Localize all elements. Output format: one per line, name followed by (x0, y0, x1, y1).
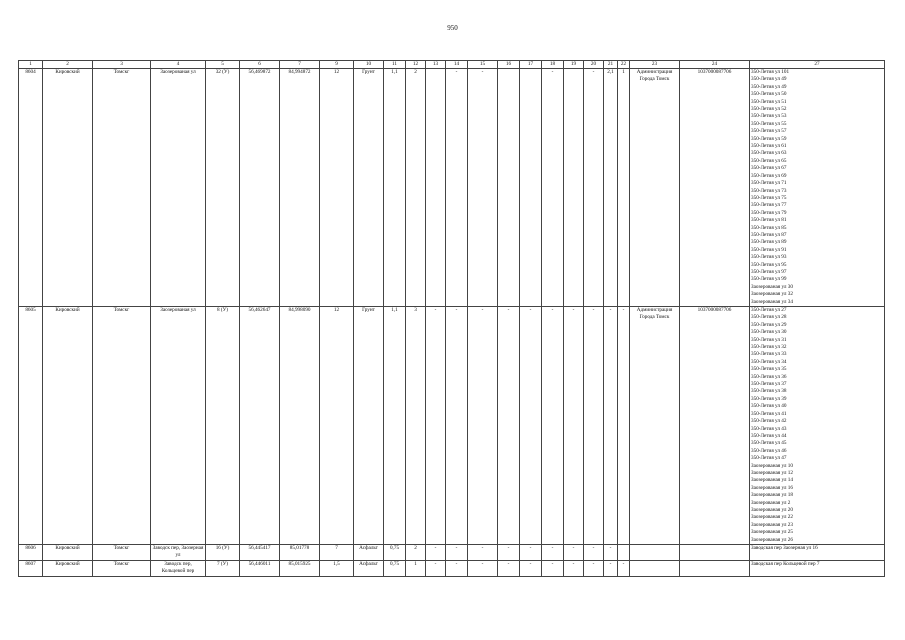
table-cell: 7 (У) (206, 560, 240, 576)
column-number-header: 24 (680, 61, 750, 69)
column-number-header: 3 (93, 61, 151, 69)
address-entry: 350-Летия ул 34 (751, 358, 787, 365)
address-entry: 350-Летия ул 50 (751, 91, 787, 98)
table-cell: Заводск пер, Заозерная ул (151, 545, 206, 561)
table-row (19, 545, 885, 561)
table-cell: 56,445417 (240, 545, 280, 561)
address-entry: 350-Летия ул 97 (751, 268, 787, 275)
address-entry: 350-Летия ул 101 (751, 69, 790, 75)
table-row (19, 69, 885, 307)
table-cell: - (564, 560, 584, 576)
address-entry: 350-Летия ул 46 (751, 447, 787, 454)
table-cell (520, 69, 542, 307)
table-cell: - (542, 545, 564, 561)
address-entry: 350-Летия ул 30 (751, 329, 787, 336)
table-cell: 8604 (19, 69, 43, 307)
table-cell: 7 (320, 545, 354, 561)
table-cell: - (426, 560, 446, 576)
table-cell: Администрация Города Томск (630, 69, 680, 307)
table-cell: 85,015925 (280, 560, 320, 576)
table-cell: Асфальт (354, 560, 384, 576)
address-entry: Заозерованая ул 2 (751, 499, 791, 506)
column-number-header: 14 (446, 61, 468, 69)
address-entry: Заозерованая ул 26 (751, 536, 793, 543)
address-entry: Заводская пер Заозерная ул 16 (751, 545, 818, 551)
address-entry: 350-Летия ул 32 (751, 344, 787, 351)
address-entry: 350-Летия ул 65 (751, 157, 787, 164)
address-entry: 350-Летия ул 40 (751, 403, 787, 410)
table-cell: Грунт (354, 69, 384, 307)
table-cell (630, 545, 680, 561)
column-number-row (19, 61, 885, 69)
address-entry: 350-Летия ул 49 (751, 76, 787, 83)
table-cell: - (618, 307, 630, 545)
column-number-header: 18 (542, 61, 564, 69)
address-entry: 350-Летия ул 59 (751, 135, 787, 142)
table-cell: - (542, 560, 564, 576)
table-cell: - (426, 307, 446, 545)
table-cell: - (542, 69, 564, 307)
address-entry: 350-Летия ул 35 (751, 366, 787, 373)
address-entry: 350-Летия ул 75 (751, 194, 787, 201)
table-cell: - (498, 545, 520, 561)
table-cell: - (468, 307, 498, 545)
column-number-header: 4 (151, 61, 206, 69)
address-entry: 350-Летия ул 28 (751, 314, 787, 321)
address-list-cell (750, 69, 885, 307)
address-entry: Заозерованая ул 14 (751, 477, 793, 484)
address-entry: 350-Летия ул 47 (751, 455, 787, 462)
address-entry: 350-Летия ул 57 (751, 128, 787, 135)
address-entry: Заозерованая ул 12 (751, 469, 793, 476)
table-cell (680, 560, 750, 576)
address-entry: 350-Летия ул 43 (751, 425, 787, 432)
address-entry: 350-Летия ул 87 (751, 231, 787, 238)
table-cell: 85,01778 (280, 545, 320, 561)
table-cell: 1037000087706 (680, 69, 750, 307)
table-cell: 8607 (19, 560, 43, 576)
column-number-header: 22 (618, 61, 630, 69)
address-entry: 350-Летия ул 79 (751, 209, 787, 216)
column-number-header: 13 (426, 61, 446, 69)
table-cell: 1 (406, 560, 426, 576)
table-cell: Заозерованая ул (151, 69, 206, 307)
table-cell: - (584, 545, 604, 561)
address-entry: 350-Летия ул 31 (751, 336, 787, 343)
address-entry: 350-Летия ул 41 (751, 410, 787, 417)
address-entry: Заозерованая ул 18 (751, 492, 793, 499)
table-cell: Грунт (354, 307, 384, 545)
table-cell: Заводск пер, Кольцевой пер (151, 560, 206, 576)
table-cell: - (468, 545, 498, 561)
address-entry: 350-Летия ул 99 (751, 276, 787, 283)
table-cell: 1,1 (384, 307, 406, 545)
address-entry: 350-Летия ул 67 (751, 165, 787, 172)
column-number-header: 10 (354, 61, 384, 69)
table-cell: 12 (320, 307, 354, 545)
address-entry: 350-Летия ул 71 (751, 180, 787, 187)
address-entry: Заозерованая ул 34 (751, 298, 793, 305)
address-entry: 350-Летия ул 91 (751, 246, 787, 253)
address-entry: 350-Летия ул 49 (751, 83, 787, 90)
address-entry: 350-Летия ул 33 (751, 351, 787, 358)
address-entry: Заозерованая ул 22 (751, 514, 793, 521)
column-number-header: 2 (43, 61, 93, 69)
table-cell: - (520, 545, 542, 561)
table-cell: - (520, 560, 542, 576)
table-cell (564, 69, 584, 307)
table-cell: - (468, 69, 498, 307)
table-cell: Томскг (93, 545, 151, 561)
table-cell: - (564, 307, 584, 545)
table-cell: - (446, 69, 468, 307)
address-entry: 350-Летия ул 52 (751, 106, 787, 113)
table-cell: - (498, 560, 520, 576)
address-entry: 350-Летия ул 36 (751, 373, 787, 380)
table-cell: Кировский (43, 69, 93, 307)
address-entry: 350-Летия ул 73 (751, 187, 787, 194)
registry-table (18, 60, 885, 577)
table-cell: - (584, 69, 604, 307)
table-row (19, 307, 885, 545)
address-entry: 350-Летия ул 69 (751, 172, 787, 179)
column-number-header: 27 (750, 61, 885, 69)
table-cell: 2 (406, 69, 426, 307)
address-entry: 350-Летия ул 27 (751, 307, 787, 313)
table-cell: - (542, 307, 564, 545)
address-list-cell (750, 560, 885, 576)
column-number-header: 16 (498, 61, 520, 69)
address-entry: Заозерованая ул 16 (751, 484, 793, 491)
address-entry: 350-Летия ул 44 (751, 432, 787, 439)
table-cell: - (618, 560, 630, 576)
table-cell: 84,998090 (280, 307, 320, 545)
table-cell: Кировский (43, 545, 93, 561)
table-cell: 2 (406, 545, 426, 561)
address-entry: 350-Летия ул 93 (751, 254, 787, 261)
table-cell: 56,469872 (240, 69, 280, 307)
column-number-header: 19 (564, 61, 584, 69)
column-number-header: 7 (280, 61, 320, 69)
table-cell: - (604, 545, 618, 561)
table-cell: 32 (У) (206, 69, 240, 307)
table-cell: 1037000087706 (680, 307, 750, 545)
address-entry: 350-Летия ул 61 (751, 143, 787, 150)
address-list-cell (750, 307, 885, 545)
column-number-header: 17 (520, 61, 542, 69)
table-cell: 8606 (19, 545, 43, 561)
table-cell: 16 (У) (206, 545, 240, 561)
address-entry: Заозерованая ул 32 (751, 291, 793, 298)
table-cell: 0,75 (384, 560, 406, 576)
address-entry: Заозерованая ул 23 (751, 521, 793, 528)
table-cell: Томскг (93, 69, 151, 307)
table-cell: Томскг (93, 307, 151, 545)
table-cell: - (446, 307, 468, 545)
table-cell: - (604, 307, 618, 545)
column-number-header: 6 (240, 61, 280, 69)
address-entry: 350-Летия ул 38 (751, 388, 787, 395)
table-cell: 1 (618, 69, 630, 307)
address-entry: 350-Летия ул 77 (751, 202, 787, 209)
address-list-cell (750, 545, 885, 561)
table-cell: 12 (320, 69, 354, 307)
table-cell: Кировский (43, 307, 93, 545)
table-cell: 8605 (19, 307, 43, 545)
address-entry: Заозерованая ул 10 (751, 462, 793, 469)
table-cell: - (446, 560, 468, 576)
address-entry: 350-Летия ул 53 (751, 113, 787, 120)
table-cell: - (426, 545, 446, 561)
column-number-header: 5 (206, 61, 240, 69)
table-cell (630, 560, 680, 576)
table-cell: Асфальт (354, 545, 384, 561)
table-cell: - (584, 560, 604, 576)
table-cell: Кировский (43, 560, 93, 576)
address-entry: 350-Летия ул 95 (751, 261, 787, 268)
column-number-header: 12 (406, 61, 426, 69)
table-cell: 1,1 (384, 69, 406, 307)
table-cell: - (564, 545, 584, 561)
address-entry: Заозерованая ул 25 (751, 529, 793, 536)
table-cell: - (468, 560, 498, 576)
table-cell: 84,994872 (280, 69, 320, 307)
table-cell: 0,75 (384, 545, 406, 561)
table-cell: - (604, 560, 618, 576)
address-entry: 350-Летия ул 89 (751, 239, 787, 246)
address-entry: 350-Летия ул 63 (751, 150, 787, 157)
column-number-header: 1 (19, 61, 43, 69)
table-cell: - (446, 545, 468, 561)
table-cell: 2,1 (604, 69, 618, 307)
table-cell: Администрация Города Томск (630, 307, 680, 545)
page-number: 950 (447, 24, 458, 32)
column-number-header: 21 (604, 61, 618, 69)
column-number-header: 11 (384, 61, 406, 69)
address-entry: 350-Летия ул 29 (751, 321, 787, 328)
table-cell (618, 545, 630, 561)
table-row (19, 560, 885, 576)
column-number-header: 9 (320, 61, 354, 69)
table-cell: - (584, 307, 604, 545)
table-cell: Заозерованая ул (151, 307, 206, 545)
address-entry: 350-Летия ул 85 (751, 224, 787, 231)
address-entry: 350-Летия ул 39 (751, 395, 787, 402)
address-entry: 350-Летия ул 55 (751, 120, 787, 127)
address-entry: Заозерованая ул 30 (751, 283, 793, 290)
table-cell (680, 545, 750, 561)
address-entry: 350-Летия ул 42 (751, 418, 787, 425)
table-cell (498, 69, 520, 307)
table-cell: - (498, 307, 520, 545)
column-number-header: 15 (468, 61, 498, 69)
address-entry: 350-Летия ул 45 (751, 440, 787, 447)
table-cell: 3 (406, 307, 426, 545)
address-entry: 350-Летия ул 51 (751, 98, 787, 105)
table-cell: 56,446011 (240, 560, 280, 576)
table-cell: 56,462647 (240, 307, 280, 545)
column-number-header: 23 (630, 61, 680, 69)
column-number-header: 20 (584, 61, 604, 69)
address-entry: 350-Летия ул 81 (751, 217, 787, 224)
table-cell (426, 69, 446, 307)
table-cell: - (520, 307, 542, 545)
table-cell: 1,5 (320, 560, 354, 576)
address-entry: Заводская пер Кольцевой пер 7 (751, 560, 820, 567)
table-cell: Томскг (93, 560, 151, 576)
address-entry: 350-Летия ул 37 (751, 381, 787, 388)
table-cell: 8 (У) (206, 307, 240, 545)
address-entry: Заозерованая ул 20 (751, 506, 793, 513)
